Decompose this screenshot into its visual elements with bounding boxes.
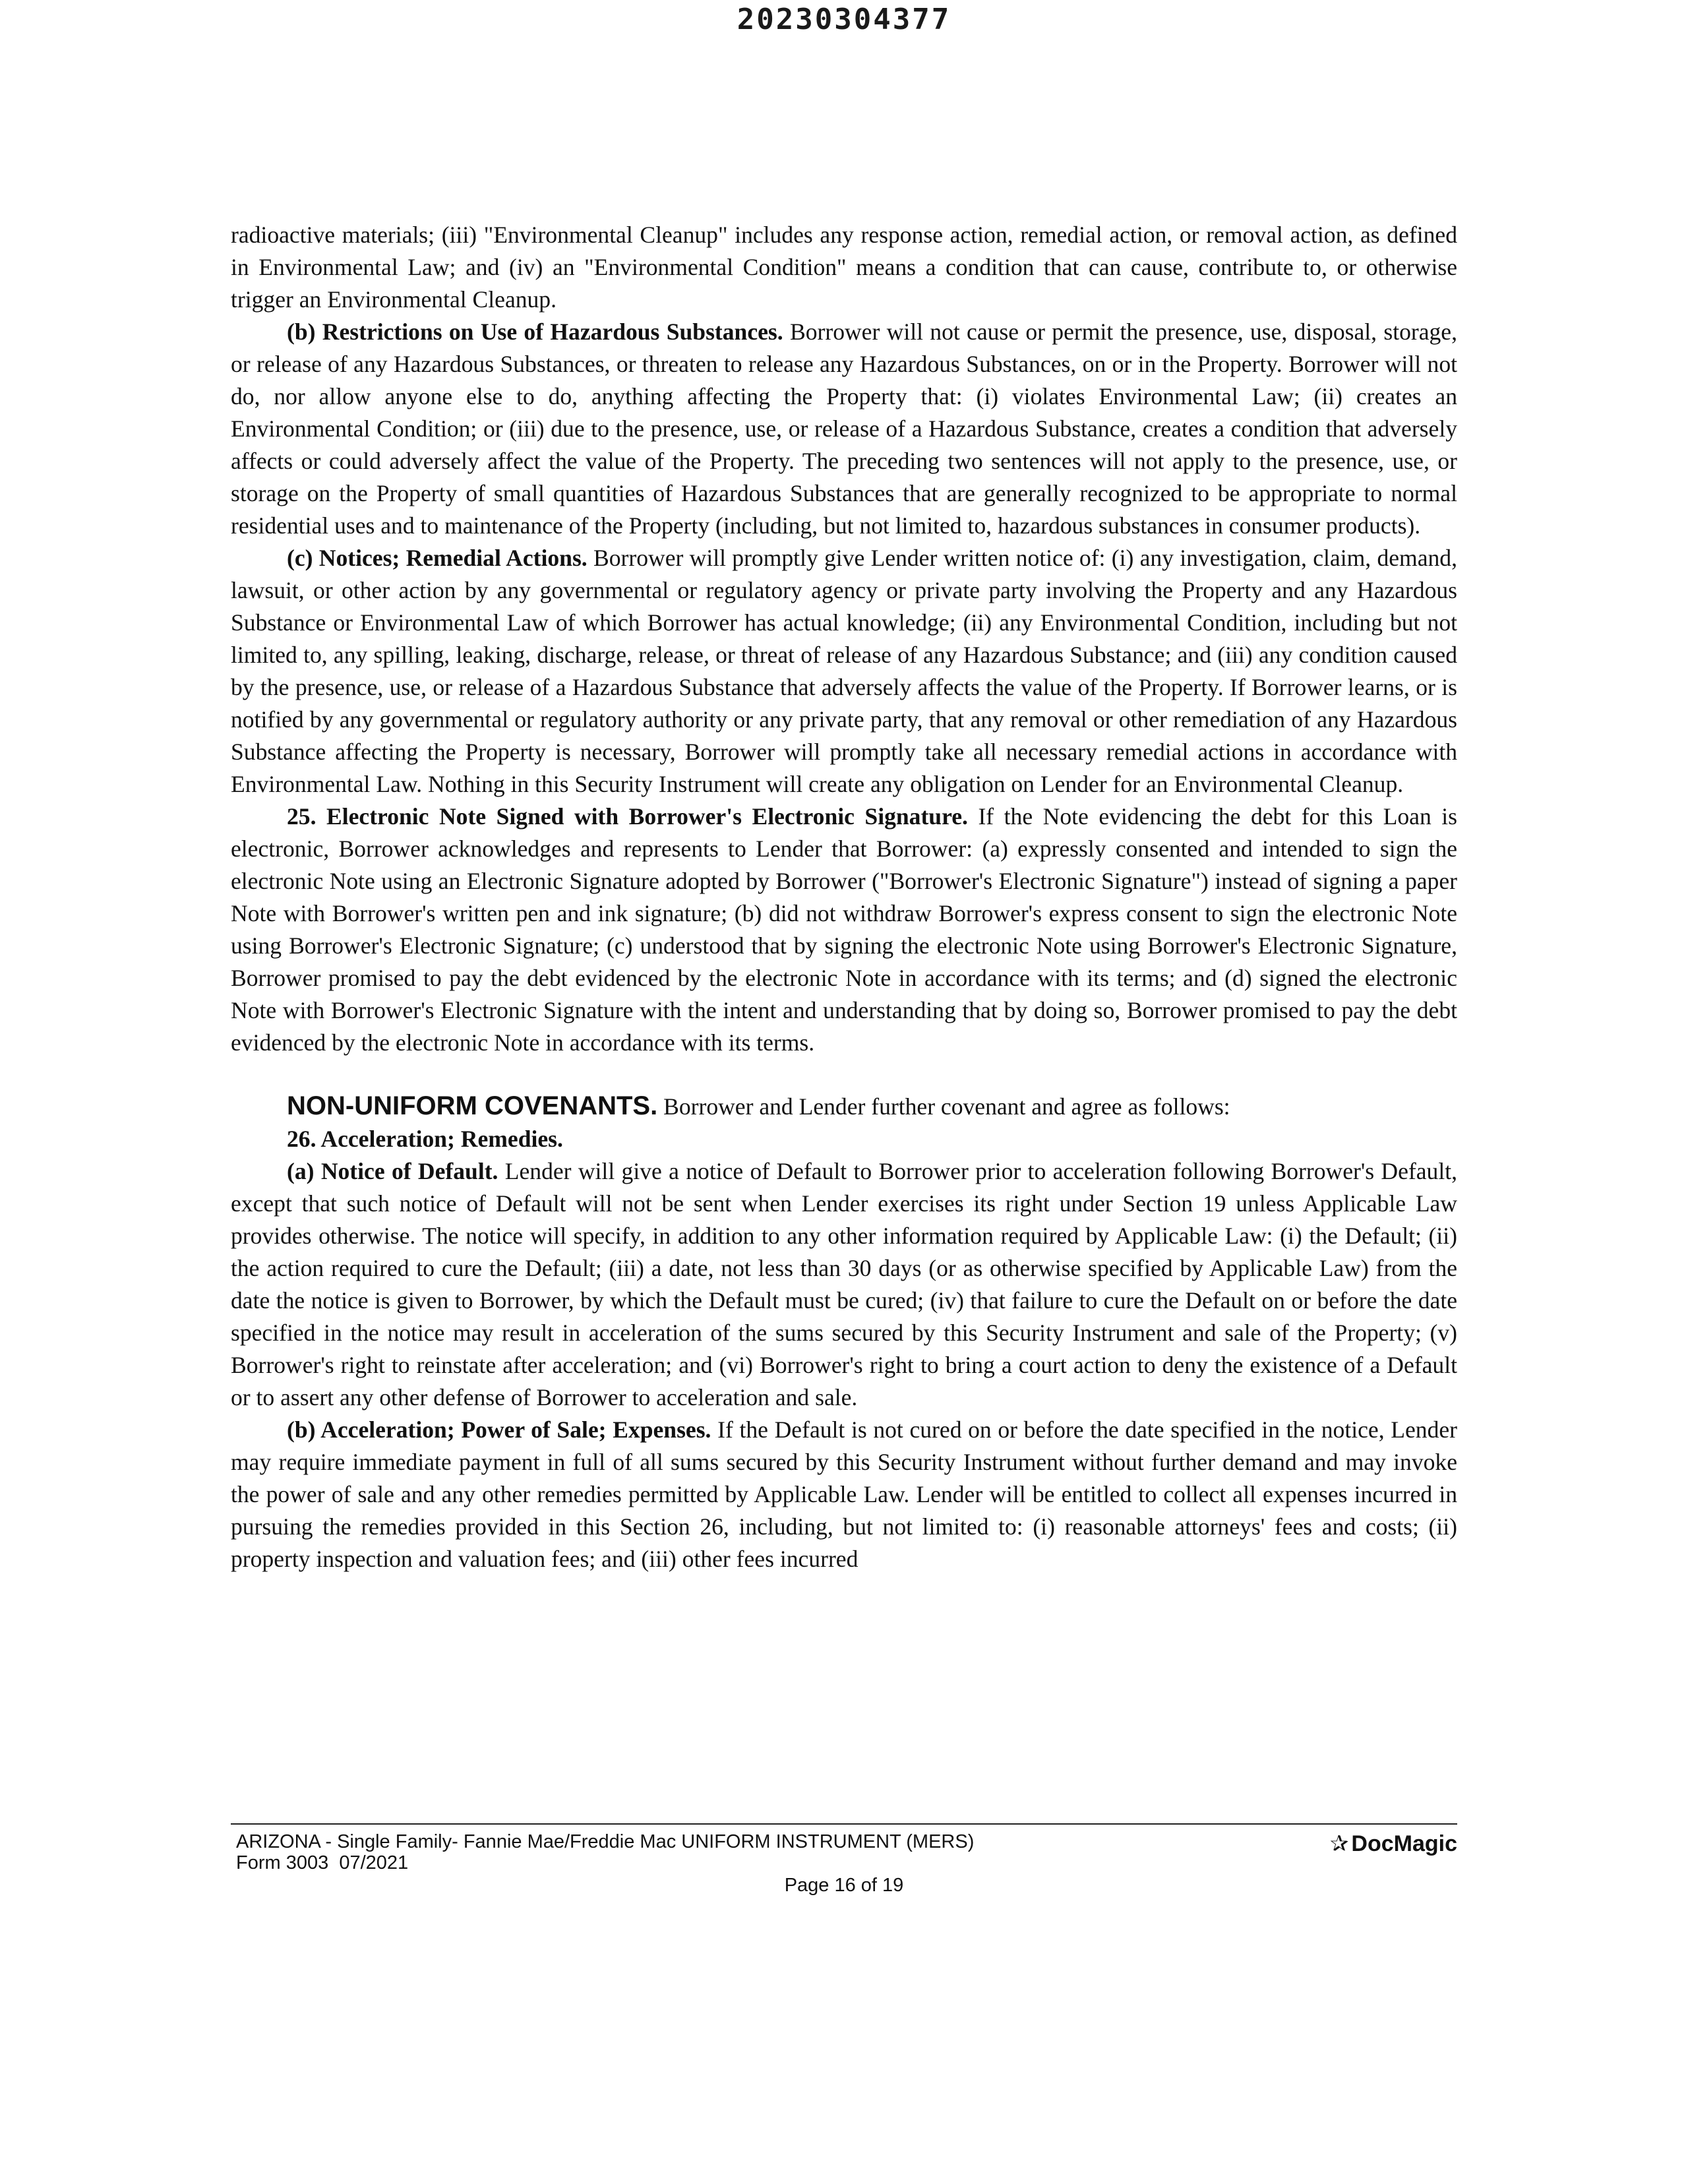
paragraph-24b-text: Borrower will not cause or permit the presence, use, disposal, storage, or release of any Hazardous Substances, or threaten to release any Hazardous Substances, on or in the Property. Borrower will not do, nor allow anyone else to do, anything affecting the Property that: (i) violates Environmental Law; (ii) creates an Environmental Condition; or (iii) due to the presence, use, or release of a Hazardous Substance, creates a condition that adversely affects or could adversely affect the value of the Property. The preceding two sentences will not apply to the presence, use, or storage on the Property of small quantities of Hazardous Substances that are generally recognized to be appropriate to normal residential uses and to maintenance of the Property (including, but not limited to, hazardous substances in consumer products). bbox=[231, 318, 1457, 539]
section-spacer bbox=[231, 1059, 1457, 1090]
non-uniform-covenants-heading: NON-UNIFORM COVENANTS. bbox=[287, 1091, 658, 1120]
paragraph-26a-title: (a) Notice of Default. bbox=[287, 1158, 498, 1184]
paragraph-24b-title: (b) Restrictions on Use of Hazardous Substances. bbox=[287, 318, 783, 345]
paragraph-26 bbox=[231, 1123, 1457, 1155]
paragraph-26b-title: (b) Acceleration; Power of Sale; Expenses. bbox=[287, 1416, 711, 1443]
paragraph-26-title: 26. Acceleration; Remedies. bbox=[287, 1126, 563, 1152]
footer-brand-logo bbox=[1330, 1831, 1457, 1857]
paragraph-25-text: If the Note evidencing the debt for this Loan is electronic, Borrower acknowledges and represents to Lender that Borrower: (a) expressly consented and intended to sign the electronic Note using an Electronic Signature adopted by Borrower ("Borrower's Electronic Signature") instead of signing a paper Note with Borrower's written pen and ink signature; (b) did not withdraw Borrower's express consent to sign the electronic Note using Borrower's Electronic Signature; (c) understood that by signing the electronic Note using Borrower's Electronic Signature, Borrower promised to pay the debt evidenced by the electronic Note in accordance with its terms; and (d) signed the electronic Note with Borrower's Electronic Signature with the intent and understanding that by doing so, Borrower promised to pay the debt evidenced by the electronic Note in accordance with its terms. bbox=[231, 803, 1457, 1056]
recording-number: 20230304377 bbox=[737, 3, 951, 36]
star-icon: ✰ bbox=[1329, 1831, 1349, 1856]
paragraph-25 bbox=[231, 801, 1457, 1059]
paragraph-24c-text: Borrower will promptly give Lender written notice of: (i) any investigation, claim, demand, lawsuit, or other action by any governmental or regulatory agency or private party involving the Property and any Hazardous Substance or Environmental Law of which Borrower has actual knowledge; (ii) any Environmental Condition, including but not limited to, any spilling, leaking, discharge, release, or threat of release of any Hazardous Substance; and (iii) any condition caused by the presence, use, or release of a Hazardous Substance that adversely affects the value of the Property. If Borrower learns, or is notified by any governmental or regulatory authority or any private party, that any removal or other remediation of any Hazardous Substance affecting the Property is necessary, Borrower will promptly take all necessary remedial actions in accordance with Environmental Law. Nothing in this Security Instrument will create any obligation on Lender for an Environmental Cleanup. bbox=[231, 545, 1457, 797]
paragraph-26b bbox=[231, 1414, 1457, 1575]
footer-form-number: Form 3003 07/2021 bbox=[236, 1852, 409, 1873]
paragraph-24c-title: (c) Notices; Remedial Actions. bbox=[287, 545, 588, 571]
footer-form-title: ARIZONA - Single Family- Fannie Mae/Freddie Mac UNIFORM INSTRUMENT (MERS) bbox=[236, 1831, 975, 1852]
non-uniform-covenants bbox=[231, 1090, 1457, 1123]
paragraph-26b-text: If the Default is not cured on or before the date specified in the notice, Lender may require immediate payment in full of all sums secured by this Security Instrument without further demand and may invoke the power of sale and any other remedies permitted by Applicable Law. Lender will be entitled to collect all expenses incurred in pursuing the remedies provided in this Section 26, including, but not limited to: (i) reasonable attorneys' fees and costs; (ii) property inspection and valuation fees; and (iii) other fees incurred bbox=[231, 1416, 1457, 1572]
paragraph-26a-text: Lender will give a notice of Default to Borrower prior to acceleration following Borrower's Default, except that such notice of Default will not be sent when Lender exercises its right under Section 19 unless Applicable Law provides otherwise. The notice will specify, in addition to any other information required by Applicable Law: (i) the Default; (ii) the action required to cure the Default; (iii) a date, not less than 30 days (or as otherwise specified by Applicable Law) from the date the notice is given to Borrower, by which the Default must be cured; (iv) that failure to cure the Default on or before the date specified in the notice may result in acceleration of the sums secured by this Security Instrument and sale of the Property; (v) Borrower's right to reinstate after acceleration; and (vi) Borrower's right to bring a court action to deny the existence of a Default or to assert any other defense of Borrower to acceleration and sale. bbox=[231, 1158, 1457, 1410]
page-number: Page 16 of 19 bbox=[784, 1875, 904, 1896]
footer-brand-name: DocMagic bbox=[1351, 1831, 1457, 1856]
paragraph-26a bbox=[231, 1155, 1457, 1414]
footer-divider bbox=[231, 1823, 1457, 1825]
non-uniform-covenants-text: Borrower and Lender further covenant and agree as follows: bbox=[657, 1093, 1230, 1120]
footer-form-info bbox=[236, 1831, 974, 1873]
paragraph-25-title: 25. Electronic Note Signed with Borrower's Electronic Signature. bbox=[287, 803, 968, 830]
paragraph-continued: radioactive materials; (iii) "Environmental Cleanup" includes any response action, remedial action, or removal action, as defined in Environmental Law; and (iv) an "Environmental Condition" means a condition that can cause, contribute to, or otherwise trigger an Environmental Cleanup. bbox=[231, 222, 1457, 313]
document-body bbox=[231, 219, 1457, 1575]
paragraph-24c bbox=[231, 542, 1457, 801]
paragraph-24b bbox=[231, 316, 1457, 542]
